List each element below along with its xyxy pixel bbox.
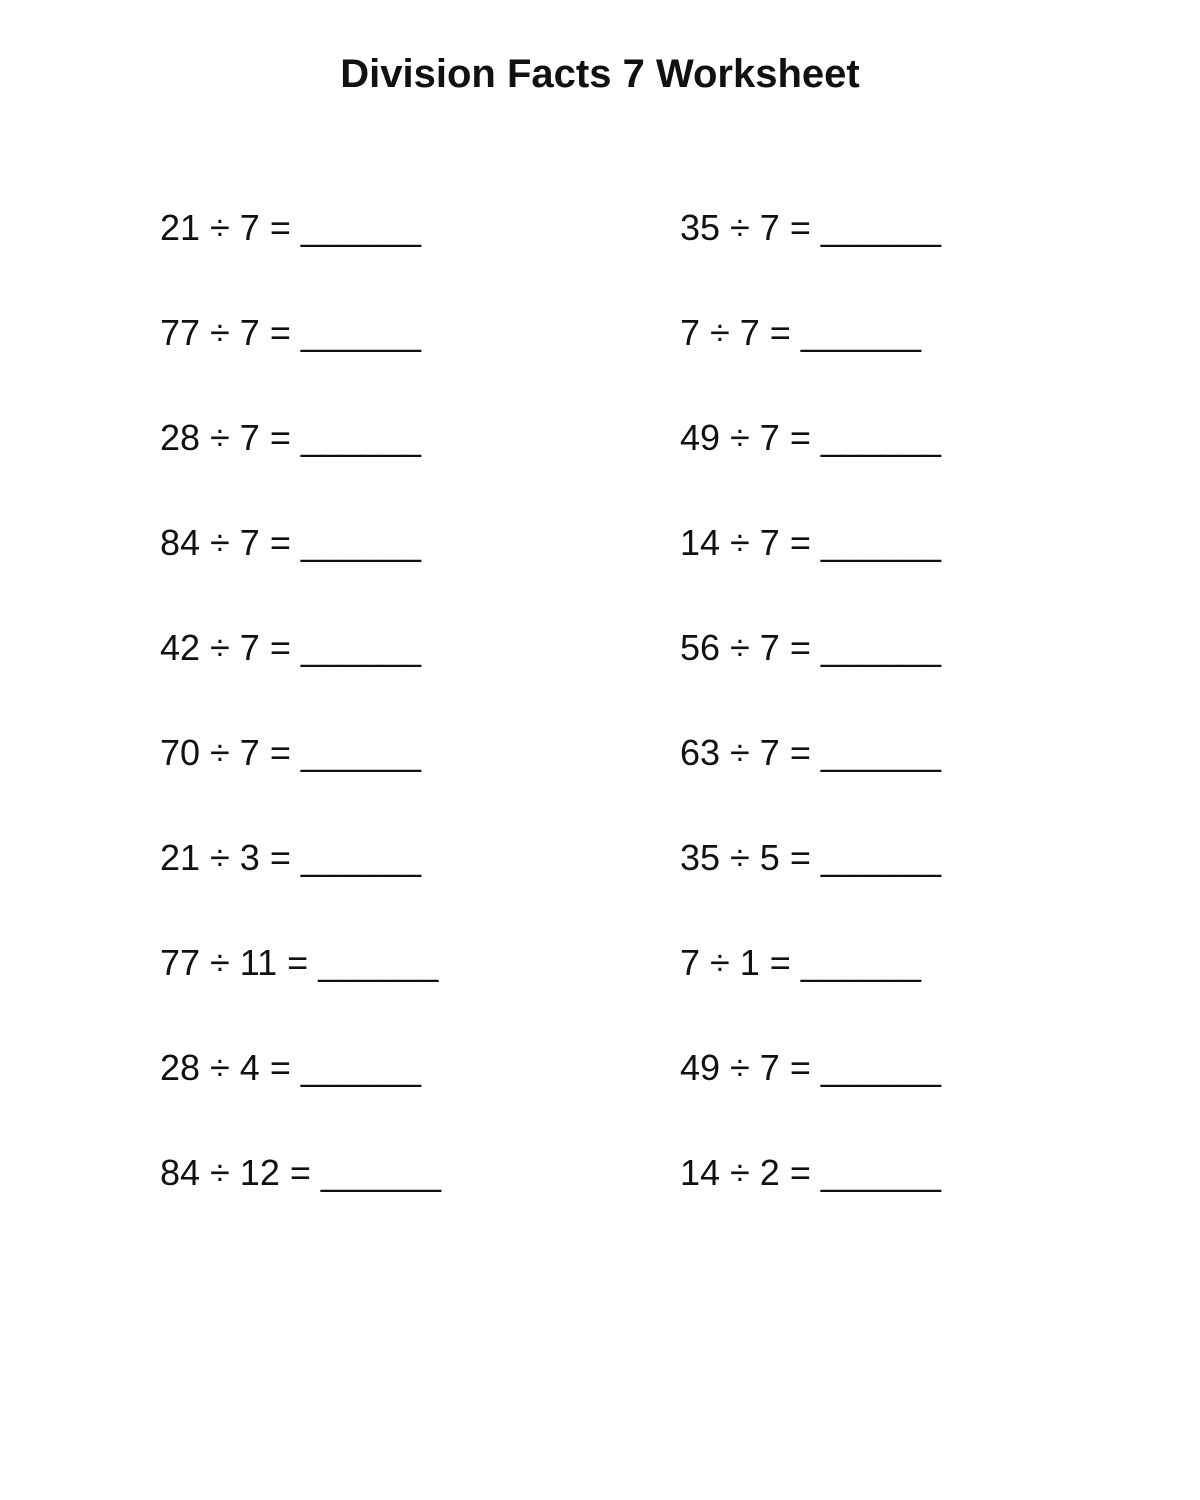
problem-19: 84 ÷ 12 = ______ <box>160 1152 442 1193</box>
problem-18: 49 ÷ 7 = ______ <box>680 1047 941 1088</box>
problem-15: 77 ÷ 11 = ______ <box>160 942 439 983</box>
problem-20: 14 ÷ 2 = ______ <box>680 1152 941 1193</box>
problem-2: 35 ÷ 7 = ______ <box>680 207 941 248</box>
problem-10: 56 ÷ 7 = ______ <box>680 627 941 668</box>
worksheet-title: Division Facts 7 Worksheet <box>340 52 860 96</box>
problem-11: 70 ÷ 7 = ______ <box>160 732 421 773</box>
problem-4: 7 ÷ 7 = ______ <box>680 312 921 353</box>
problem-6: 49 ÷ 7 = ______ <box>680 417 941 458</box>
problem-16: 7 ÷ 1 = ______ <box>680 942 921 983</box>
problem-3: 77 ÷ 7 = ______ <box>160 312 421 353</box>
problem-5: 28 ÷ 7 = ______ <box>160 417 421 458</box>
problem-7: 84 ÷ 7 = ______ <box>160 522 421 563</box>
problem-1: 21 ÷ 7 = ______ <box>160 207 421 248</box>
problem-9: 42 ÷ 7 = ______ <box>160 627 421 668</box>
problem-8: 14 ÷ 7 = ______ <box>680 522 941 563</box>
problem-13: 21 ÷ 3 = ______ <box>160 837 421 878</box>
problem-12: 63 ÷ 7 = ______ <box>680 732 941 773</box>
problem-17: 28 ÷ 4 = ______ <box>160 1047 421 1088</box>
problem-14: 35 ÷ 5 = ______ <box>680 837 941 878</box>
